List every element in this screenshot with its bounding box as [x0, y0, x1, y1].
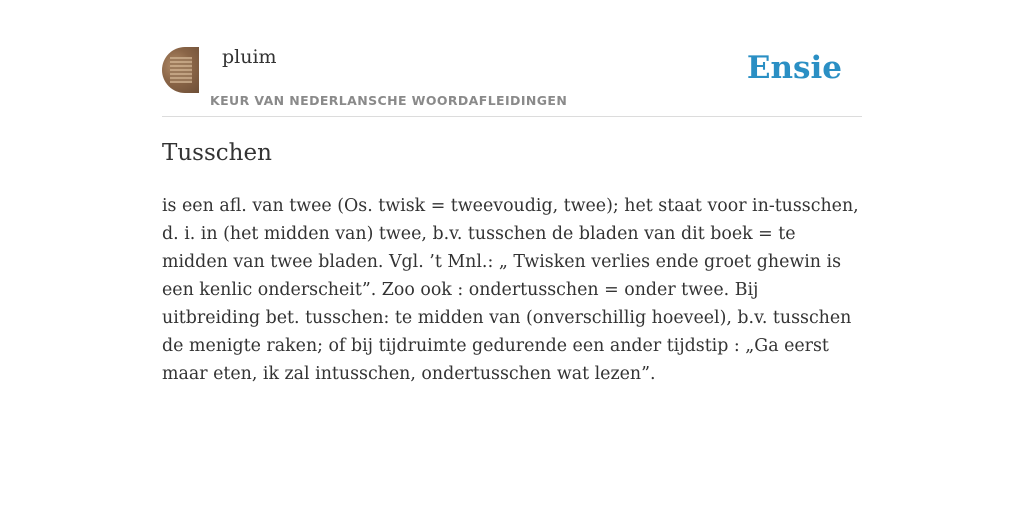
- header: [162, 44, 862, 117]
- brand-logo[interactable]: Ensie: [746, 50, 842, 86]
- source-label[interactable]: KEUR VAN NEDERLANSCHE WOORDAFLEIDINGEN: [210, 93, 568, 108]
- avatar-image: [170, 57, 192, 83]
- entry-body: is een afl. van twee (Os. twisk = tweevoudig, twee); het staat voor in-tusschen, d. i. in (het midden van) twee, b.v. tusschen de bladen van dit boek = te midden van twee bladen. Vgl. ’t Mnl.: „ Twisken verlies ende groet ghewin is een kenlic onderscheit”. Zoo ook : ondertusschen = onder twee. Bij uitbreiding bet. tusschen: te midden van (onverschillig hoeveel), b.v. tusschen de menigte raken; of bij tijdruimte gedurende een ander tijdstip : „Ga eerst maar eten, ik zal intusschen, ondertusschen wat lezen”.: [162, 196, 859, 384]
- username-link[interactable]: pluim: [222, 46, 277, 68]
- entry-title: Tusschen: [162, 140, 272, 166]
- avatar[interactable]: [162, 47, 199, 93]
